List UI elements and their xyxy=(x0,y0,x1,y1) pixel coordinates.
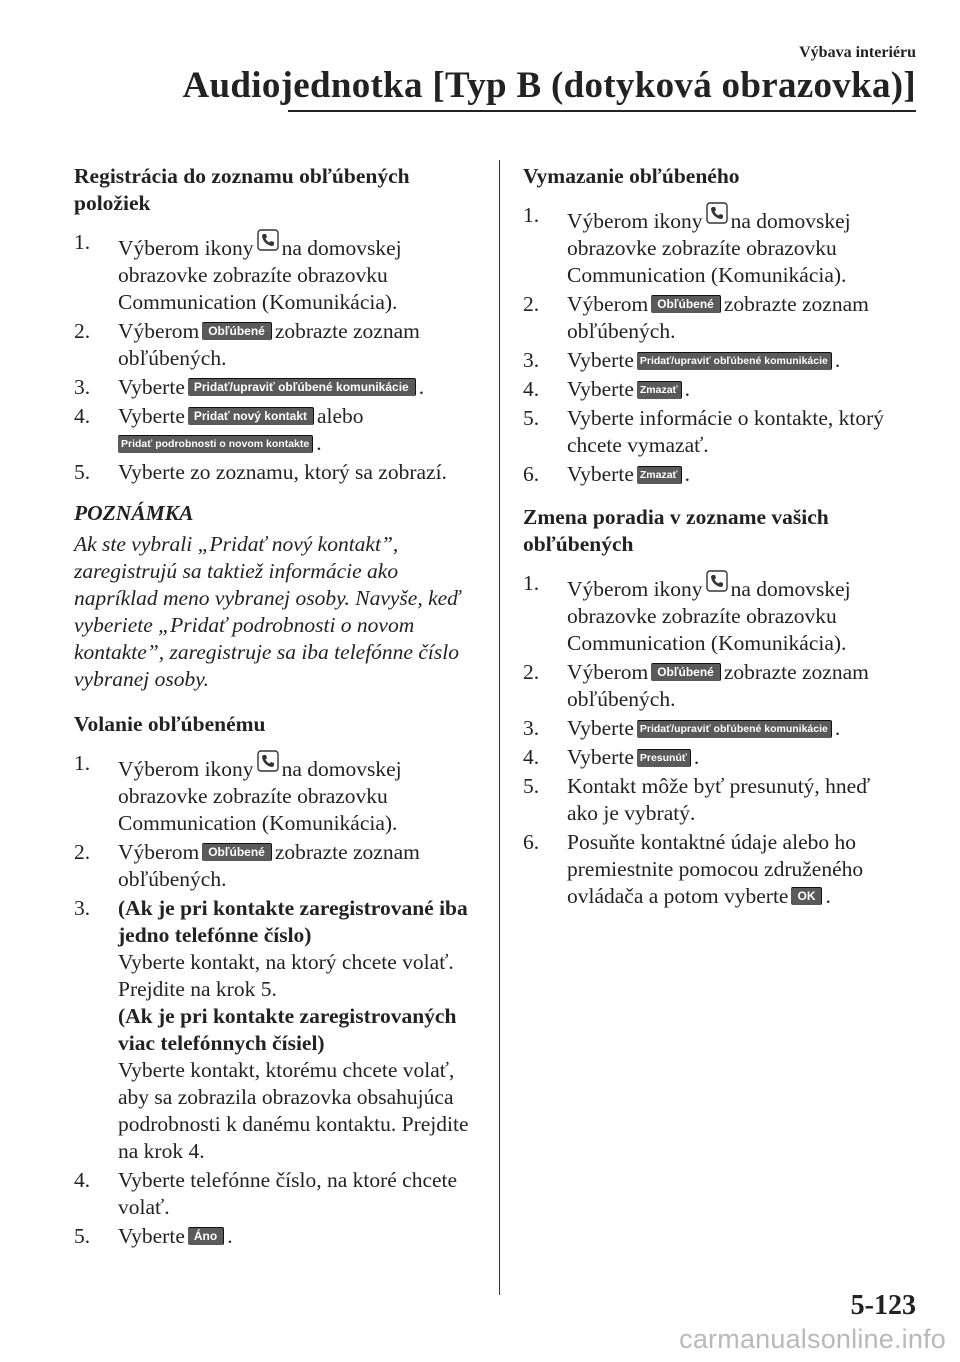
step-number: 1. xyxy=(523,571,540,595)
oblubene-button[interactable]: Obľúbené xyxy=(651,295,721,313)
ok-button[interactable]: OK xyxy=(791,887,822,905)
step-number: 2. xyxy=(523,660,540,684)
step-number: 2. xyxy=(74,840,91,864)
step-text: Vyberte xyxy=(118,1224,185,1248)
list-item xyxy=(523,405,903,459)
step-text: Výberom xyxy=(118,840,200,864)
step-text: . xyxy=(227,1224,233,1248)
list-item xyxy=(523,715,903,742)
step-text: Vyberte kontakt, ktorému chcete volať, aby sa zobrazila obrazovka obsahujúca podrobnosti k danému kontaktu. Prejdite na krok 4. xyxy=(118,1058,469,1163)
step-number: 3. xyxy=(523,348,540,372)
note-block xyxy=(74,500,479,693)
step-number: 1. xyxy=(523,203,540,227)
page-title: Audiojednotka [Typ B (dotyková obrazovka)] xyxy=(182,65,916,106)
step-number: 6. xyxy=(523,462,540,486)
list-item xyxy=(523,291,903,345)
phone-icon xyxy=(706,202,728,224)
oblubene-button[interactable]: Obľúbené xyxy=(202,322,272,340)
step-number: 4. xyxy=(74,1168,91,1192)
step-text: . xyxy=(316,431,322,455)
step-number: 2. xyxy=(523,292,540,316)
phone-icon xyxy=(706,570,728,592)
phone-icon xyxy=(257,750,279,772)
registration-steps xyxy=(74,229,479,486)
step-text: Výberom ikony xyxy=(118,236,254,260)
step-text: . xyxy=(684,377,690,401)
list-item xyxy=(523,744,903,771)
add-edit-favorites-button[interactable]: Pridať/upraviť obľúbené komunikácie xyxy=(188,378,416,396)
note-text: Ak ste vybrali „Pridať nový kontakt”, zaregistrujú sa taktiež informácie ako napríklad meno vybranej osoby. Navyše, keď vyberiete „Pridať podrobnosti o novom kontakte”, zaregistruje sa iba telefónne číslo vybranej osoby. xyxy=(74,532,461,691)
step-number: 1. xyxy=(74,751,91,775)
step-text: Vyberte xyxy=(118,375,185,399)
delete-steps xyxy=(523,202,903,488)
step-text: zobrazte zoznam obľúbených. xyxy=(118,840,420,891)
step-text: Výberom xyxy=(118,319,200,343)
step-number: 5. xyxy=(74,1224,91,1248)
section-title-registration: Registrácia do zoznamu obľúbených položiek xyxy=(74,164,410,215)
delete-button[interactable]: Zmazať xyxy=(637,466,682,484)
reorder-steps xyxy=(523,570,903,910)
list-item xyxy=(74,1167,479,1221)
step-text: . xyxy=(834,348,841,372)
phone-icon xyxy=(257,229,279,251)
step-number: 4. xyxy=(74,404,91,428)
step-text: alebo xyxy=(316,404,364,428)
list-item xyxy=(74,403,479,457)
step-text: na domovskej obrazovke zobrazíte obrazovku Communication (Komunikácia). xyxy=(118,757,402,835)
step-number: 5. xyxy=(74,460,91,484)
step-text: na domovskej obrazovke zobrazíte obrazovku Communication (Komunikácia). xyxy=(567,209,851,287)
header-section-label: Výbava interiéru xyxy=(799,44,916,61)
step-text: na domovskej obrazovke zobrazíte obrazovku Communication (Komunikácia). xyxy=(118,236,402,314)
add-edit-favorites-button[interactable]: Pridať/upraviť obľúbené komunikácie xyxy=(637,352,832,370)
step-number: 3. xyxy=(523,716,540,740)
step-text: Vyberte xyxy=(567,348,634,372)
step-text: . xyxy=(684,462,690,486)
step-text: Výberom ikony xyxy=(567,577,703,601)
list-item xyxy=(74,229,479,316)
add-contact-details-button[interactable]: Pridať podrobnosti o novom kontakte xyxy=(118,435,313,453)
step-text: . xyxy=(834,716,841,740)
list-item xyxy=(523,773,903,827)
step-number: 1. xyxy=(74,230,91,254)
add-new-contact-button[interactable]: Pridať nový kontakt xyxy=(188,407,314,425)
step-number: 6. xyxy=(523,830,540,854)
list-item xyxy=(74,839,479,893)
step-text: Vyberte xyxy=(567,377,634,401)
watermark: carmanualsonline.info xyxy=(679,1324,946,1354)
delete-button[interactable]: Zmazať xyxy=(637,381,682,399)
note-title: POZNÁMKA xyxy=(74,501,194,525)
step-text: Vyberte xyxy=(567,462,634,486)
header-rule xyxy=(288,110,916,112)
list-item xyxy=(523,570,903,657)
step-text: zobrazte zoznam obľúbených. xyxy=(567,660,869,711)
list-item xyxy=(74,374,479,401)
step-number: 2. xyxy=(74,319,91,343)
list-item xyxy=(523,829,903,910)
step-text: Vyberte zo zoznamu, ktorý sa zobrazí. xyxy=(118,460,447,484)
list-item xyxy=(74,750,479,837)
add-edit-favorites-button[interactable]: Pridať/upraviť obľúbené komunikácie xyxy=(637,720,832,738)
column-divider xyxy=(499,160,500,1295)
step-text: zobrazte zoznam obľúbených. xyxy=(567,292,869,343)
list-item xyxy=(523,202,903,289)
oblubene-button[interactable]: Obľúbené xyxy=(202,843,272,861)
step-text: Vyberte informácie o kontakte, ktorý chcete vymazať. xyxy=(567,406,885,457)
section-title-calling: Volanie obľúbenému xyxy=(74,712,266,736)
step-text: Kontakt môže byť presunutý, hneď ako je vybratý. xyxy=(567,774,871,825)
step-text: Vyberte telefónne číslo, na ktoré chcete volať. xyxy=(118,1168,458,1219)
list-item xyxy=(523,461,903,488)
oblubene-button[interactable]: Obľúbené xyxy=(651,663,721,681)
step-text: Vyberte kontakt, na ktorý chcete volať. Prejdite na krok 5. xyxy=(118,950,454,1001)
list-item xyxy=(74,895,479,1165)
list-item xyxy=(523,659,903,713)
step-text: Výberom xyxy=(567,292,649,316)
page-number: 5-123 xyxy=(850,1290,916,1321)
step-number: 5. xyxy=(523,774,540,798)
step-text: . xyxy=(693,745,700,769)
step-text: zobrazte zoznam obľúbených. xyxy=(118,319,420,370)
list-item xyxy=(523,376,903,403)
list-item xyxy=(523,347,903,374)
step-text: . xyxy=(825,884,831,908)
list-item xyxy=(74,459,479,486)
step-text: Vyberte xyxy=(118,404,185,428)
left-column xyxy=(74,163,479,1258)
step-text: Výberom ikony xyxy=(567,209,703,233)
step-text: Výberom xyxy=(567,660,649,684)
calling-steps xyxy=(74,750,479,1250)
right-column xyxy=(523,163,903,918)
step-number: 3. xyxy=(74,375,91,399)
step-number: 4. xyxy=(523,377,540,401)
step-text: Vyberte xyxy=(567,716,634,740)
step-text: . xyxy=(418,375,425,399)
section-title-delete: Vymazanie obľúbeného xyxy=(523,164,740,188)
step-number: 4. xyxy=(523,745,540,769)
step-number: 3. xyxy=(74,896,91,920)
ano-button[interactable]: Áno xyxy=(188,1227,224,1245)
step-text: Vyberte xyxy=(567,745,634,769)
step-number: 5. xyxy=(523,406,540,430)
step-text: Výberom ikony xyxy=(118,757,254,781)
condition-single-number: (Ak je pri kontakte zaregistrované iba jedno telefónne číslo) xyxy=(118,896,468,947)
step-text: Posuňte kontaktné údaje alebo ho premiestnite pomocou združeného ovládača a potom vyberte xyxy=(567,830,864,908)
section-title-reorder: Zmena poradia v zozname vašich obľúbených xyxy=(523,505,829,556)
step-text: na domovskej obrazovke zobrazíte obrazovku Communication (Komunikácia). xyxy=(567,577,851,655)
list-item xyxy=(74,318,479,372)
condition-multiple-numbers: (Ak je pri kontakte zaregistrovaných viac telefónnych čísiel) xyxy=(118,1004,457,1055)
list-item xyxy=(74,1223,479,1250)
move-button[interactable]: Presunúť xyxy=(637,749,691,767)
